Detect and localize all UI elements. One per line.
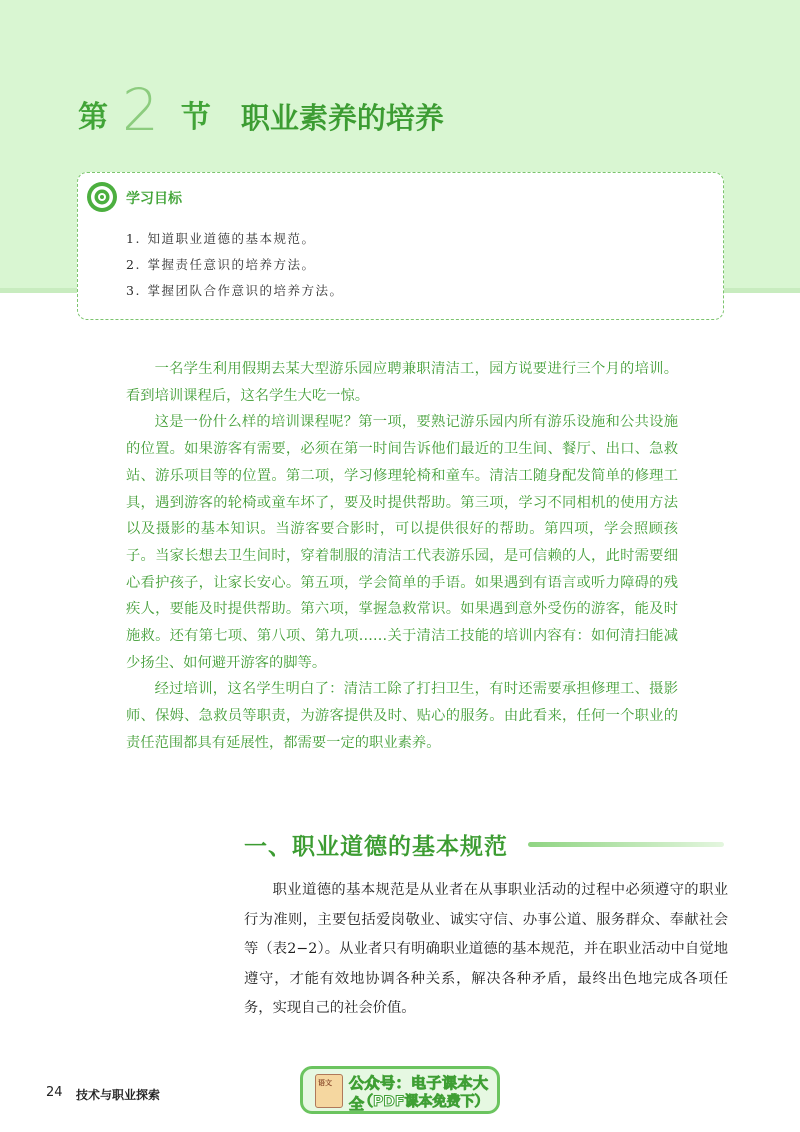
story-paragraph: 经过培训，这名学生明白了：清洁工除了打扫卫生，有时还需要承担修理工、摄影师、保姆、急救员等职责，为游客提供及时、贴心的服务。由此看来，任何一个职业的责任范围都具有延展性，都需要一定的职业素养。 [126,681,678,751]
book-logo-icon [315,1074,343,1108]
watermark-badge [300,1066,500,1114]
goal-item: 1. 知道职业道德的基本规范。 [126,231,316,246]
subsection-heading: 一、职业道德的基本规范 [244,834,508,860]
goal-item: 3. 掌握团队合作意识的培养方法。 [126,283,344,298]
section-prefix: 第 [78,100,108,135]
watermark-line2: （PDF课本免费下） [359,1094,489,1110]
page-number: 24 [46,1085,63,1100]
goals-title: 学习目标 [126,191,182,207]
goals-list [126,229,344,307]
target-icon [86,181,118,213]
subsection-divider [528,842,724,847]
section-number: 2 [122,76,159,144]
story-text [126,356,678,757]
story-paragraph: 一名学生利用假期去某大型游乐园应聘兼职清洁工，园方说要进行三个月的培训。看到培训课程后，这名学生大吃一惊。 [126,361,678,404]
goal-item: 2. 掌握责任意识的培养方法。 [126,257,316,272]
section-suffix: 节 [180,100,211,135]
learning-goals-box [77,172,724,320]
body-text [244,876,728,1024]
section-title [78,76,444,144]
watermark-line1: 公众号：电子课本大全 [349,1074,489,1113]
section-name: 职业素养的培养 [240,101,444,135]
story-paragraph: 这是一份什么样的培训课程呢？第一项，要熟记游乐园内所有游乐设施和公共设施的位置。如果游客有需要，必须在第一时间告诉他们最近的卫生间、餐厅、出口、急救站、游乐项目等的位置。第二项，学习修理轮椅和童车。清洁工随身配发简单的修理工具，遇到游客的轮椅或童车坏了，要及时提供帮助。第三项，学习不同相机的使用方法以及摄影的基本知识。当游客要合影时，可以提供很好的帮助。第四项，学会照顾孩子。当家长想去卫生间时，穿着制服的清洁工代表游乐园，是可信赖的人，此时需要细心看护孩子，让家长安心。第五项，学会简单的手语。如果遇到有语言或听力障碍的残疾人，要能及时提供帮助。第六项，掌握急救常识。如果遇到意外受伤的游客，能及时施救。还有第七项、第八项、第九项……关于清洁工技能的培训内容有：如何清扫能减少扬尘、如何避开游客的脚等。 [126,414,678,671]
book-title: 技术与职业探索 [76,1088,161,1102]
logo-text: 语文 [318,1079,332,1087]
body-paragraph: 职业道德的基本规范是从业者在从事职业活动的过程中必须遵守的职业行为准则，主要包括爱岗敬业、诚实守信、办事公道、服务群众、奉献社会等（表2−2）。从业者只有明确职业道德的基本规范，并在职业活动中自觉地遵守，才能有效地协调各种关系，解决各种矛盾，最终出色地完成各项任务，实现自己的社会价值。 [244,882,728,1016]
